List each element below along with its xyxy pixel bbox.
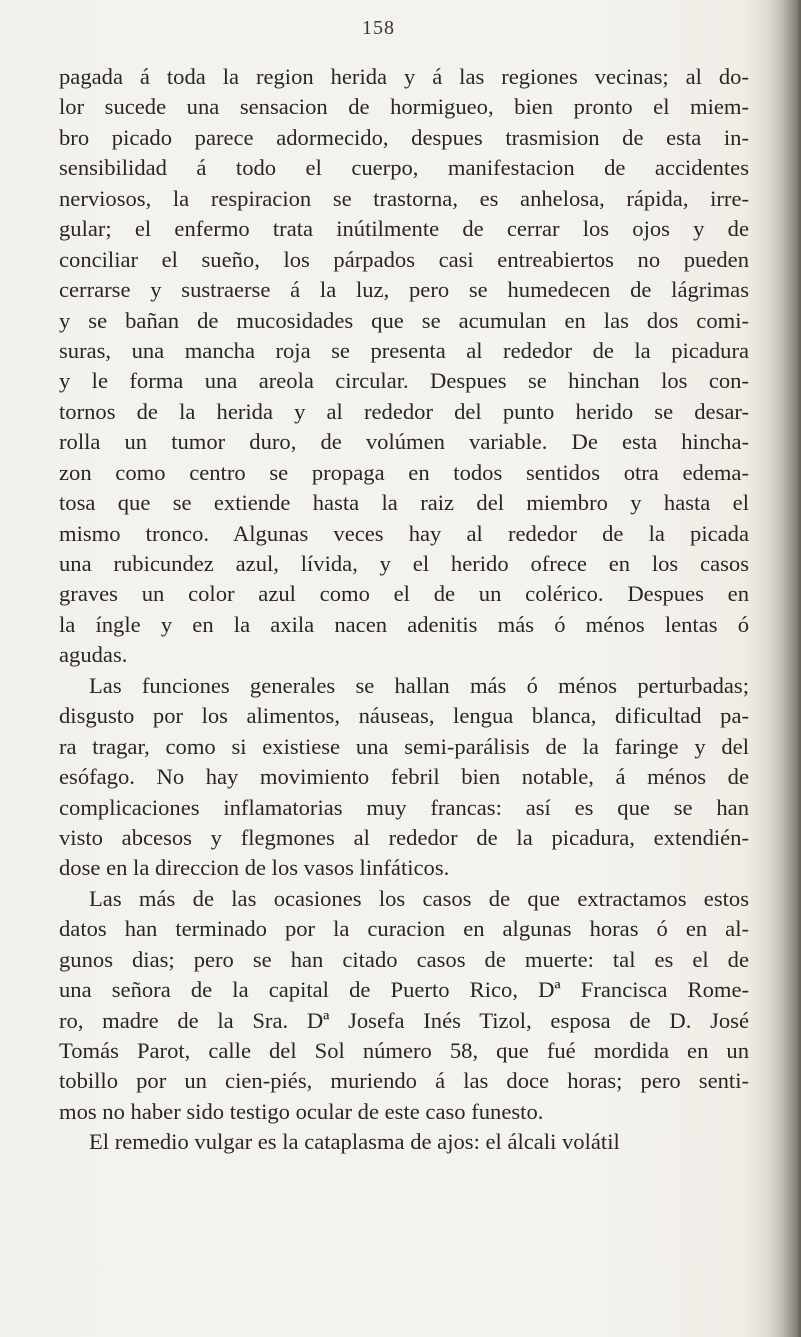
text-line: mismo tronco. Algunas veces hay al rededor de la picada	[59, 520, 749, 546]
text-line: tosa que se extiende hasta la raiz del miembro y hasta el	[59, 490, 749, 516]
text-line: rolla un tumor duro, de volúmen variable. De esta hincha-	[59, 429, 749, 455]
text-line: y le forma una areola circular. Despues se hinchan los con-	[59, 368, 749, 394]
page-edge-shadow	[767, 0, 801, 1337]
text-line: Las funciones generales se hallan más ó ménos perturbadas;	[89, 672, 749, 698]
text-line: datos han terminado por la curacion en algunas horas ó en al-	[59, 916, 749, 942]
text-line: bro picado parece adormecido, despues trasmision de esta in-	[59, 124, 749, 150]
text-line: gunos dias; pero se han citado casos de muerte: tal es el de	[59, 946, 749, 972]
paragraph-general-functions	[59, 671, 749, 884]
text-line: zon como centro se propaga en todos sentidos otra edema-	[59, 459, 749, 485]
text-line: agudas.	[59, 642, 128, 668]
text-line: tobillo por un cien-piés, muriendo á las doce horas; pero senti-	[59, 1068, 749, 1094]
text-line: mos no haber sido testigo ocular de este caso funesto.	[59, 1098, 544, 1124]
text-line: gular; el enfermo trata inútilmente de cerrar los ojos y de	[59, 216, 749, 242]
text-line: una señora de la capital de Puerto Rico, Dª Francisca Rome-	[59, 977, 749, 1003]
text-line: graves un color azul como el de un colérico. Despues en	[59, 581, 749, 607]
text-line: dose en la direccion de los vasos linfáticos.	[59, 855, 450, 881]
text-line: ro, madre de la Sra. Dª Josefa Inés Tizol, esposa de D. José	[59, 1007, 749, 1033]
paragraph-cases	[59, 884, 749, 1128]
paragraph-symptoms	[59, 62, 749, 671]
paragraph-remedy	[59, 1127, 749, 1157]
text-line: la íngle y en la axila nacen adenitis más ó ménos lentas ó	[59, 611, 749, 637]
text-line: una rubicundez azul, lívida, y el herido ofrece en los casos	[59, 551, 749, 576]
text-line: Tomás Parot, calle del Sol número 58, que fué mordida en un	[59, 1038, 749, 1063]
text-line: suras, una mancha roja se presenta al rededor de la picadura	[59, 337, 749, 363]
text-line: nerviosos, la respiracion se trastorna, es anhelosa, rápida, irre-	[59, 185, 749, 211]
text-line: visto abcesos y flegmones al rededor de la picadura, extendién-	[59, 824, 749, 850]
text-line: y se bañan de mucosidades que se acumulan en las dos comi-	[59, 307, 749, 333]
text-line: ra tragar, como si existiese una semi-parálisis de la faringe y del	[59, 733, 749, 759]
text-line: disgusto por los alimentos, náuseas, lengua blanca, dificultad pa-	[59, 703, 749, 729]
body-text	[59, 62, 749, 1158]
text-line: lor sucede una sensacion de hormigueo, bien pronto el miem-	[59, 94, 749, 120]
page-number: 158	[362, 17, 395, 39]
text-line: cerrarse y sustraerse á la luz, pero se humedecen de lágrimas	[59, 277, 749, 303]
text-line: conciliar el sueño, los párpados casi entreabiertos no pueden	[59, 246, 749, 272]
text-line: complicaciones inflamatorias muy francas: así es que se han	[59, 794, 749, 820]
text-line: tornos de la herida y al rededor del punto herido se desar-	[59, 398, 749, 424]
text-line: sensibilidad á todo el cuerpo, manifestacion de accidentes	[59, 155, 749, 181]
text-line: El remedio vulgar es la cataplasma de ajos: el álcali volátil	[89, 1129, 620, 1155]
text-line: pagada á toda la region herida y á las regiones vecinas; al do-	[59, 64, 749, 89]
text-line: esófago. No hay movimiento febril bien notable, á ménos de	[59, 764, 749, 790]
text-line: Las más de las ocasiones los casos de que extractamos estos	[89, 885, 749, 911]
